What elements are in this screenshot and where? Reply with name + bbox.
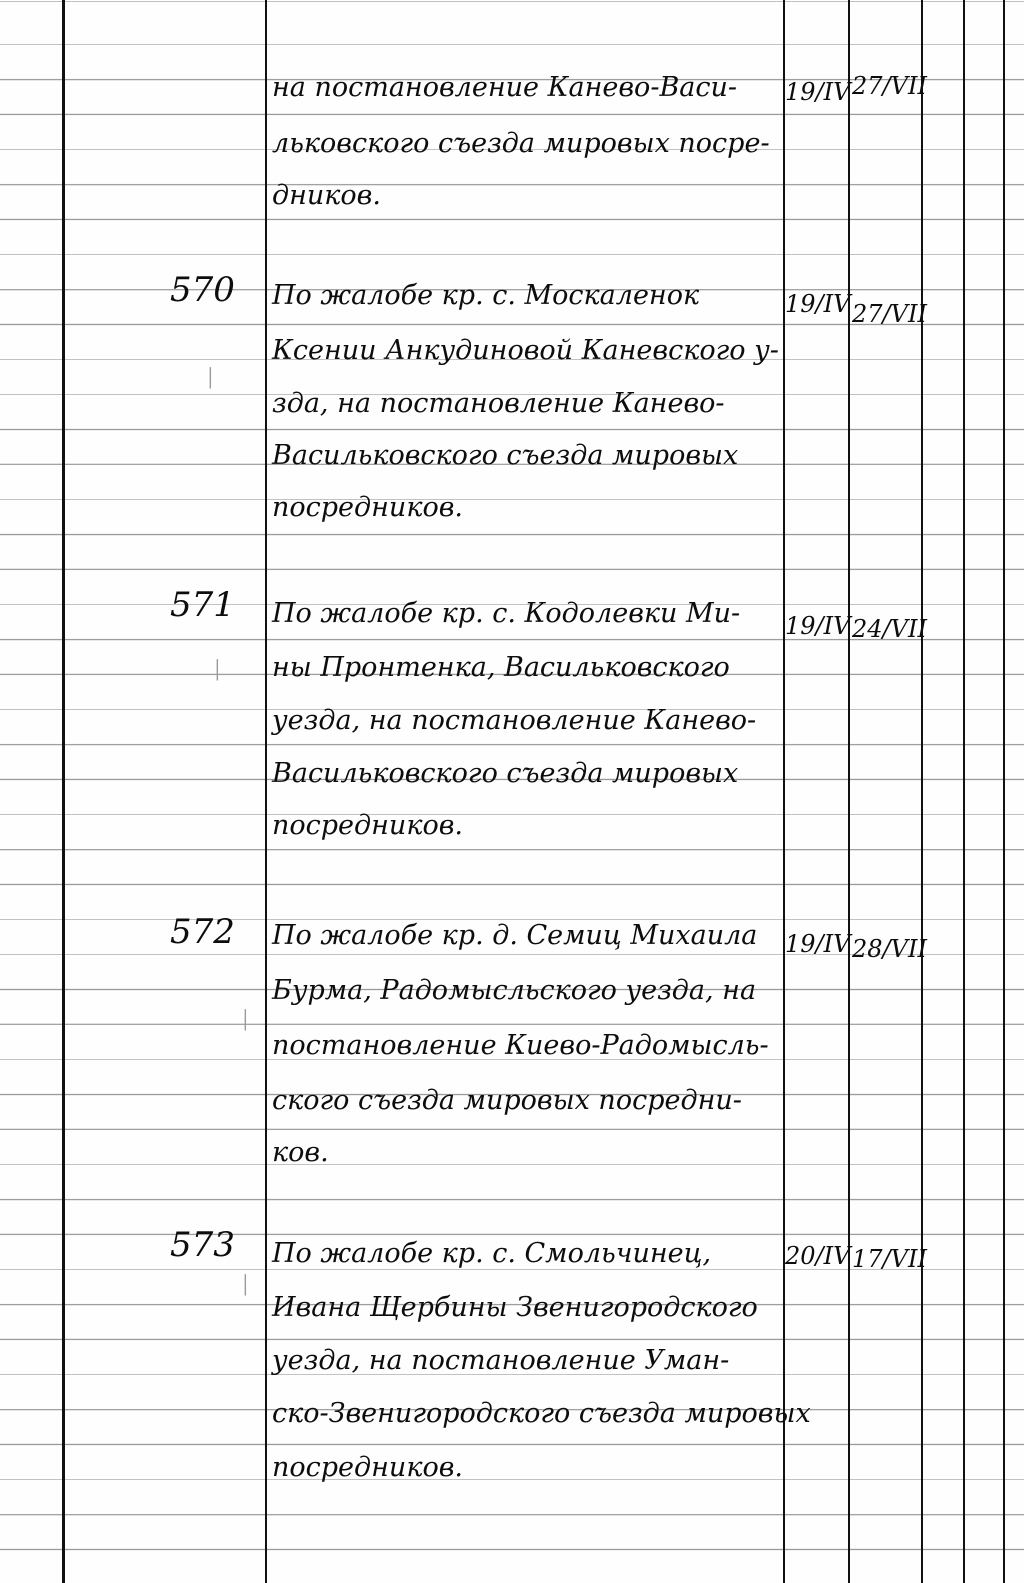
date-sent: 27/VII [852, 72, 927, 100]
date-received: 20/IV [785, 1242, 851, 1270]
entry-text-line: Васильковского съезда мировых [272, 440, 739, 471]
entry-text-line: ского съезда мировых посредни- [272, 1085, 742, 1116]
entry-number: 573 [170, 1225, 235, 1265]
entry-text-line: По жалобе кр. д. Семиц Михаила [272, 920, 758, 951]
date-sent: 27/VII [852, 300, 927, 328]
entry-text-line: посредников. [272, 810, 463, 841]
entry-text-line: дников. [272, 180, 381, 211]
received-column-rule [848, 0, 850, 1583]
entry-text-line: По жалобе кр. с. Смольчинец, [272, 1238, 712, 1269]
date-sent: 28/VII [852, 935, 927, 963]
date-received: 19/IV [785, 78, 851, 106]
entry-text-line: льковского съезда мировых посре- [272, 128, 770, 159]
entry-number: 571 [170, 585, 235, 625]
description-column-rule [783, 0, 785, 1583]
margin-rule [62, 0, 65, 1583]
pencil-mark: │ [212, 660, 223, 681]
entry-number: 572 [170, 912, 235, 952]
entry-text-line: Ксении Анкудиновой Каневского у- [272, 335, 779, 366]
entry-text-line: постановление Киево-Радомысль- [272, 1030, 769, 1061]
entry-text-line: По жалобе кр. с. Москаленок [272, 280, 700, 311]
entry-number: 570 [170, 270, 235, 310]
extra-column-rule-2 [1003, 0, 1005, 1583]
entry-text-line: ков. [272, 1137, 329, 1168]
entry-text-line: посредников. [272, 1452, 463, 1483]
entry-text-line: зда, на постановление Канево- [272, 388, 725, 419]
pencil-mark: │ [240, 1275, 251, 1296]
date-received: 19/IV [785, 290, 851, 318]
entry-text-line: ны Пронтенка, Васильковского [272, 652, 730, 683]
entry-text-line: Ивана Щербины Звенигородского [272, 1292, 758, 1323]
extra-column-rule-1 [963, 0, 965, 1583]
date-sent: 17/VII [852, 1245, 927, 1273]
entry-text-line: По жалобе кр. с. Кодолевки Ми- [272, 598, 741, 629]
entry-text-line: ско-Звенигородского съезда мировых [272, 1398, 811, 1429]
entry-text-line: на постановление Канево-Васи- [272, 72, 738, 103]
entry-text-line: уезда, на постановление Канево- [272, 705, 757, 736]
entry-text-line: посредников. [272, 492, 463, 523]
pencil-mark: │ [205, 368, 216, 389]
pencil-mark: │ [240, 1010, 251, 1031]
date-received: 19/IV [785, 930, 851, 958]
entry-text-line: Бурма, Радомысльского уезда, на [272, 975, 757, 1006]
date-received: 19/IV [785, 612, 851, 640]
number-column-rule [265, 0, 267, 1583]
entry-text-line: Васильковского съезда мировых [272, 758, 739, 789]
entry-text-line: уезда, на постановление Уман- [272, 1345, 730, 1376]
date-sent: 24/VII [852, 615, 927, 643]
sent-column-rule [921, 0, 923, 1583]
